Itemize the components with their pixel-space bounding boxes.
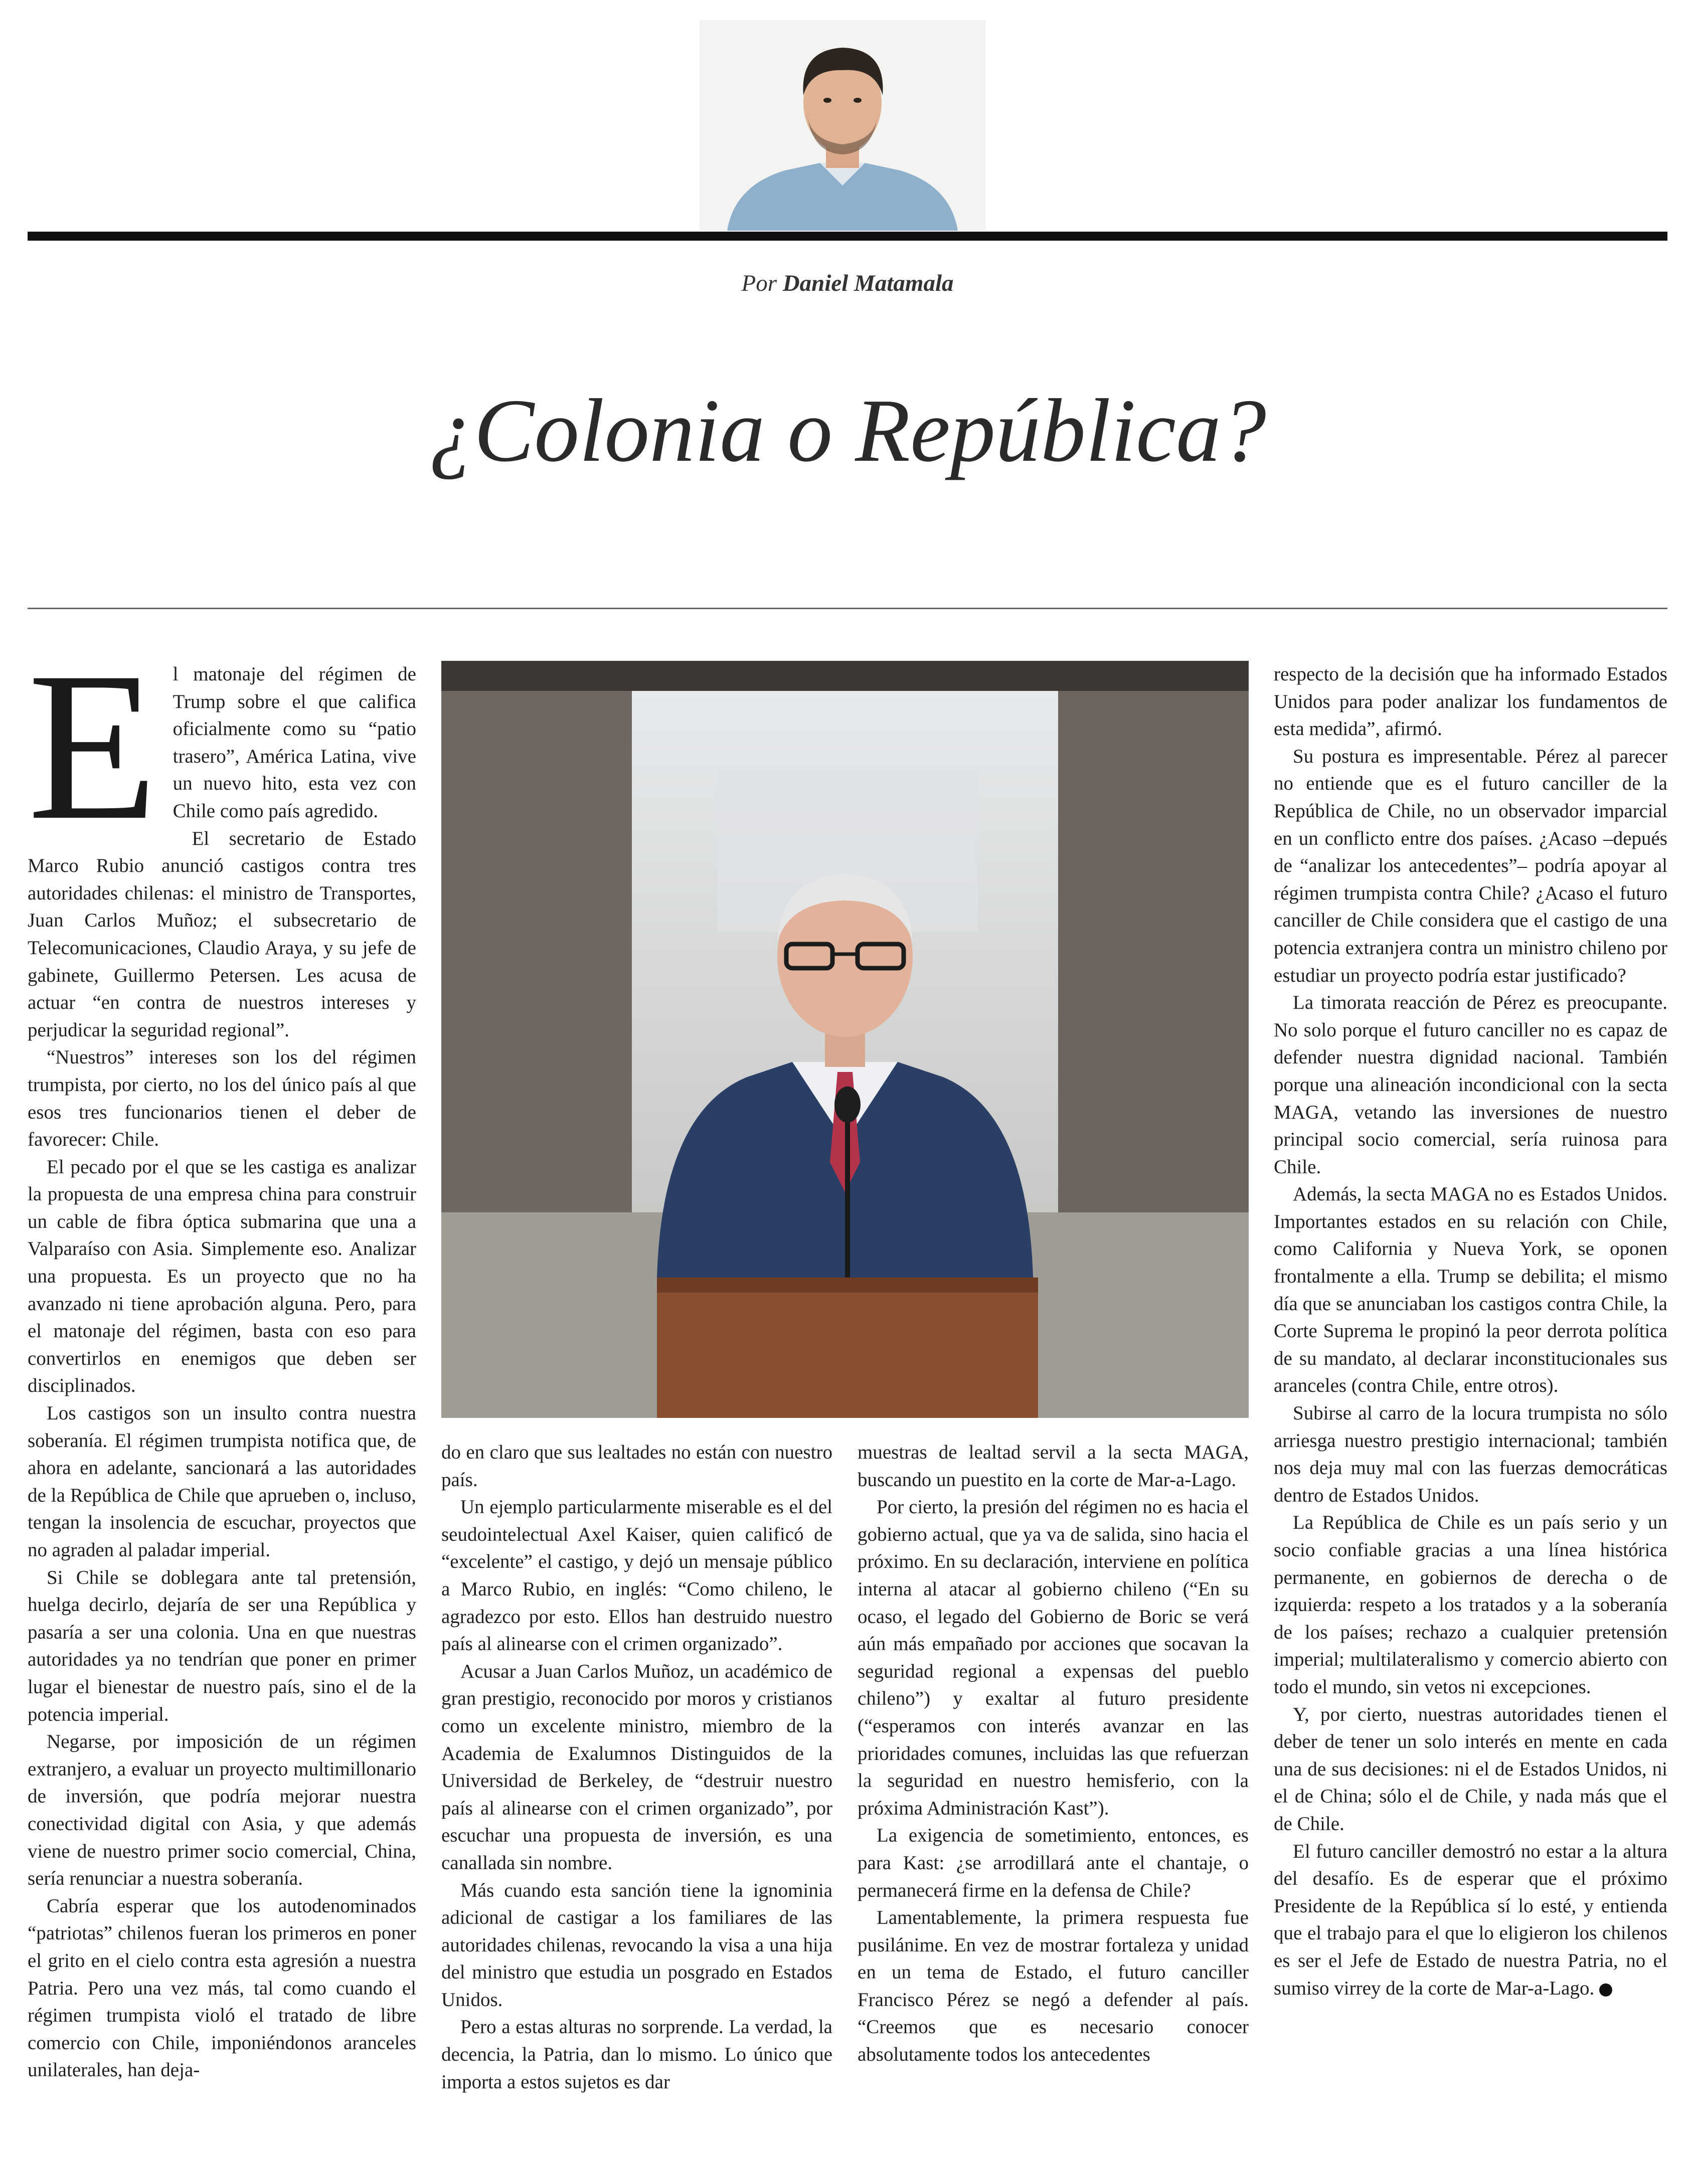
paragraph: respecto de la decisión que ha informado Estados Unidos para poder analizar los fundamentos de esta medida”, afirmó. — [1274, 663, 1667, 740]
paragraph: do en claro que sus lealtades no están con nuestro país. — [441, 1441, 832, 1491]
article-column-4 — [1274, 661, 1667, 2155]
paragraph-text: El futuro canciller demostró no estar a la altura del desafío. Es de esperar que el próximo Presidente de la República sí lo esté, y entienda que el trabajo para el que lo eligieron los chilenos es ser el Jefe de Estado de nuestra Patria, no el sumiso virrey de la corte de Mar-a-Lago. — [1274, 1840, 1667, 1999]
paragraph — [1274, 1838, 1667, 2003]
paragraph: Los castigos son un insulto contra nuestra soberanía. El régimen trumpista notifica que, de ahora en adelante, sancionará a las autoridades de la República de Chile que aprueben o, incluso, tengan la insolencia de escuchar, proyectos que no agraden al paladar imperial. — [28, 1402, 416, 1561]
paragraph: Su postura es impresentable. Pérez al parecer no entiende que es el futuro canciller de la República de Chile, no un observador imparcial en un conflicto entre dos países. ¿Acaso –depués de “analizar los antecedentes”– podría apoyar al régimen trumpista contra Chile? ¿Acaso el futuro canciller de Chile considera que el castigo de una potencia extranjera contra un ministro chileno por estudiar un proyecto podría estar justificado? — [1274, 745, 1667, 986]
byline — [0, 270, 1695, 297]
paragraph: Subirse al carro de la locura trumpista no sólo arriesga nuestro prestigio internacional; también nos deja muy mal con las fuerzas democráticas dentro de Estados Unidos. — [1274, 1402, 1667, 1506]
author-name: Daniel Matamala — [782, 270, 954, 296]
headline: ¿Colonia o República? — [429, 381, 1266, 480]
article-column-3 — [858, 1439, 1249, 2155]
article-column-1 — [28, 661, 416, 2155]
paragraph: Pero a estas alturas no sorprende. La verdad, la decencia, la Patria, dan lo mismo. Lo único que importa a estos sujetos es dar — [441, 2016, 832, 2093]
end-mark-icon — [1599, 1983, 1612, 1996]
article-photo — [441, 661, 1249, 1418]
paragraph: Acusar a Juan Carlos Muñoz, un académico de gran prestigio, reconocido por moros y cristianos como un excelente ministro, miembro de la Academia de Exalumnos Distinguidos de la Universidad de Berkeley, de “destruir nuestro país al alinearse con el crimen organizado”, por escuchar una propuesta de inversión, es una canallada sin nombre. — [441, 1660, 832, 1874]
paragraph: Más cuando esta sanción tiene la ignominia adicional de castigar a los familiares de las autoridades chilenas, revocando la visa a una hija del ministro que estudia un posgrado en Estados Unidos. — [441, 1879, 832, 2011]
paragraph: Negarse, por imposición de un régimen extranjero, a evaluar un proyecto multimillonario de inversión, que podría mejorar nuestra conectividad digital con Asia, y que además viene de nuestro primer socio comercial, China, sería renunciar a nuestra soberanía. — [28, 1731, 416, 1890]
paragraph: Un ejemplo particularmente miserable es el del seudointelectual Axel Kaiser, quien calificó de “excelente” el castigo, y dejó un mensaje público a Marco Rubio, en inglés: “Como chileno, le agradezco por esto. Ellos han destruido nuestro país al alinearse con el crimen organizado”. — [441, 1496, 832, 1655]
paragraph: La timorata reacción de Pérez es preocupante. No solo porque el futuro canciller no es capaz de defender nuestra dignidad nacional. También porque una alineación incondicional con la secta MAGA, vetando las inversiones de nuestro principal socio comercial, sería ruinosa para Chile. — [1274, 992, 1667, 1178]
paragraph: El secretario de Estado Marco Rubio anunció castigos contra tres autoridades chilenas: el ministro de Transportes, Juan Carlos Muñoz; el subsecretario de Telecomunicaciones, Claudio Araya, y su jefe de gabinete, Guillermo Petersen. Les acusa de actuar “en contra de nuestros intereses y perjudicar la seguridad regional”. — [28, 827, 416, 1041]
header-rule — [28, 232, 1667, 241]
byline-prefix: Por — [741, 270, 777, 296]
paragraph: Por cierto, la presión del régimen no es hacia el gobierno actual, que ya va de salida, sino hacia el próximo. En su declaración, interviene en política interna al atacar al gobierno chileno (“En su ocaso, el legado del Gobierno de Boric se verá aún más empañado por acciones que socavan la seguridad regional a expensas del pueblo chileno”) y exaltar al futuro presidente (“esperamos con interés avanzar en las prioridades comunes, incluidas las que refuerzan la seguridad en nuestro hemisferio, con la próxima Administración Kast”). — [858, 1496, 1249, 1819]
paragraph: Cabría esperar que los autodenominados “patriotas” chilenos fueran los primeros en poner el grito en el cielo contra esta agresión a nuestra Patria. Pero una vez más, tal como cuando el régimen trumpista violó el tratado de libre comercio con Chile, imponiéndonos aranceles unilaterales, han deja- — [28, 1895, 416, 2081]
paragraph: muestras de lealtad servil a la secta MAGA, buscando un puestito en la corte de Mar-a-Lago. — [858, 1441, 1249, 1491]
author-portrait — [700, 20, 985, 231]
paragraph: l matonaje del régimen de Trump sobre el que califica oficialmente como su “patio trasero”, América Latina, vive un nuevo hito, esta vez con Chile como país agredido. — [173, 663, 416, 822]
paragraph: El pecado por el que se les castiga es analizar la propuesta de una empresa china para construir un cable de fibra óptica submarina que una a Valparaíso con Asia. Simplemente eso. Analizar una propuesta. Es un proyecto que no ha avanzado ni tiene aprobación alguna. Pero, para el matonaje del régimen, basta con eso para convertirlos en enemigos que deben ser disciplinados. — [28, 1156, 416, 1397]
paragraph: La exigencia de sometimiento, entonces, es para Kast: ¿se arrodillará ante el chantaje, o permanecerá firme en la defensa de Chile? — [858, 1825, 1249, 1901]
paragraph: La República de Chile es un país serio y un socio confiable gracias a una línea histórica permanente, en gobiernos de derecha o de izquierda: respeto a los tratados y a la soberanía de los países; rechazo a cualquier pretensión imperial; multilateralismo y comercio abierto con todo el mundo, sin vetos ni excepciones. — [1274, 1512, 1667, 1698]
paragraph: Lamentablemente, la primera respuesta fue pusilánime. En vez de mostrar fortaleza y unidad en un tema de Estado, el futuro canciller Francisco Pérez se negó a defender al país. “Creemos que es necesario conocer absolutamente todos los antecedentes — [858, 1907, 1249, 2066]
paragraph: Además, la secta MAGA no es Estados Unidos. Importantes estados en su relación con Chile, como California y Nueva York, se oponen frontalmente a ella. Trump se debilita; el mismo día que se anunciaban los castigos contra Chile, la Corte Suprema le propinó la peor derrota política de su mandato, al declarar inconstitucionales sus aranceles (contra Chile, entre otros). — [1274, 1183, 1667, 1397]
headline-rule — [28, 608, 1667, 609]
paragraph: Y, por cierto, nuestras autoridades tienen el deber de tener un solo interés en mente en cada una de sus decisiones: ni el de Estados Unidos, ni el de China; sólo el de Chile, y nada más que el de Chile. — [1274, 1703, 1667, 1835]
article-column-2 — [441, 1439, 832, 2155]
paragraph: Si Chile se doblegara ante tal pretensión, huelga decirlo, dejaría de ser una República y pasaría a ser una colonia. Una en que nuestras autoridades ya no tendrían que poner en primer lugar el bienestar de nuestro país, sino el de la potencia imperial. — [28, 1566, 416, 1725]
drop-cap: E — [28, 661, 158, 864]
paragraph: “Nuestros” intereses son los del régimen trumpista, por cierto, no los del único país al que esos tres funcionarios tienen el deber de favorecer: Chile. — [28, 1046, 416, 1151]
